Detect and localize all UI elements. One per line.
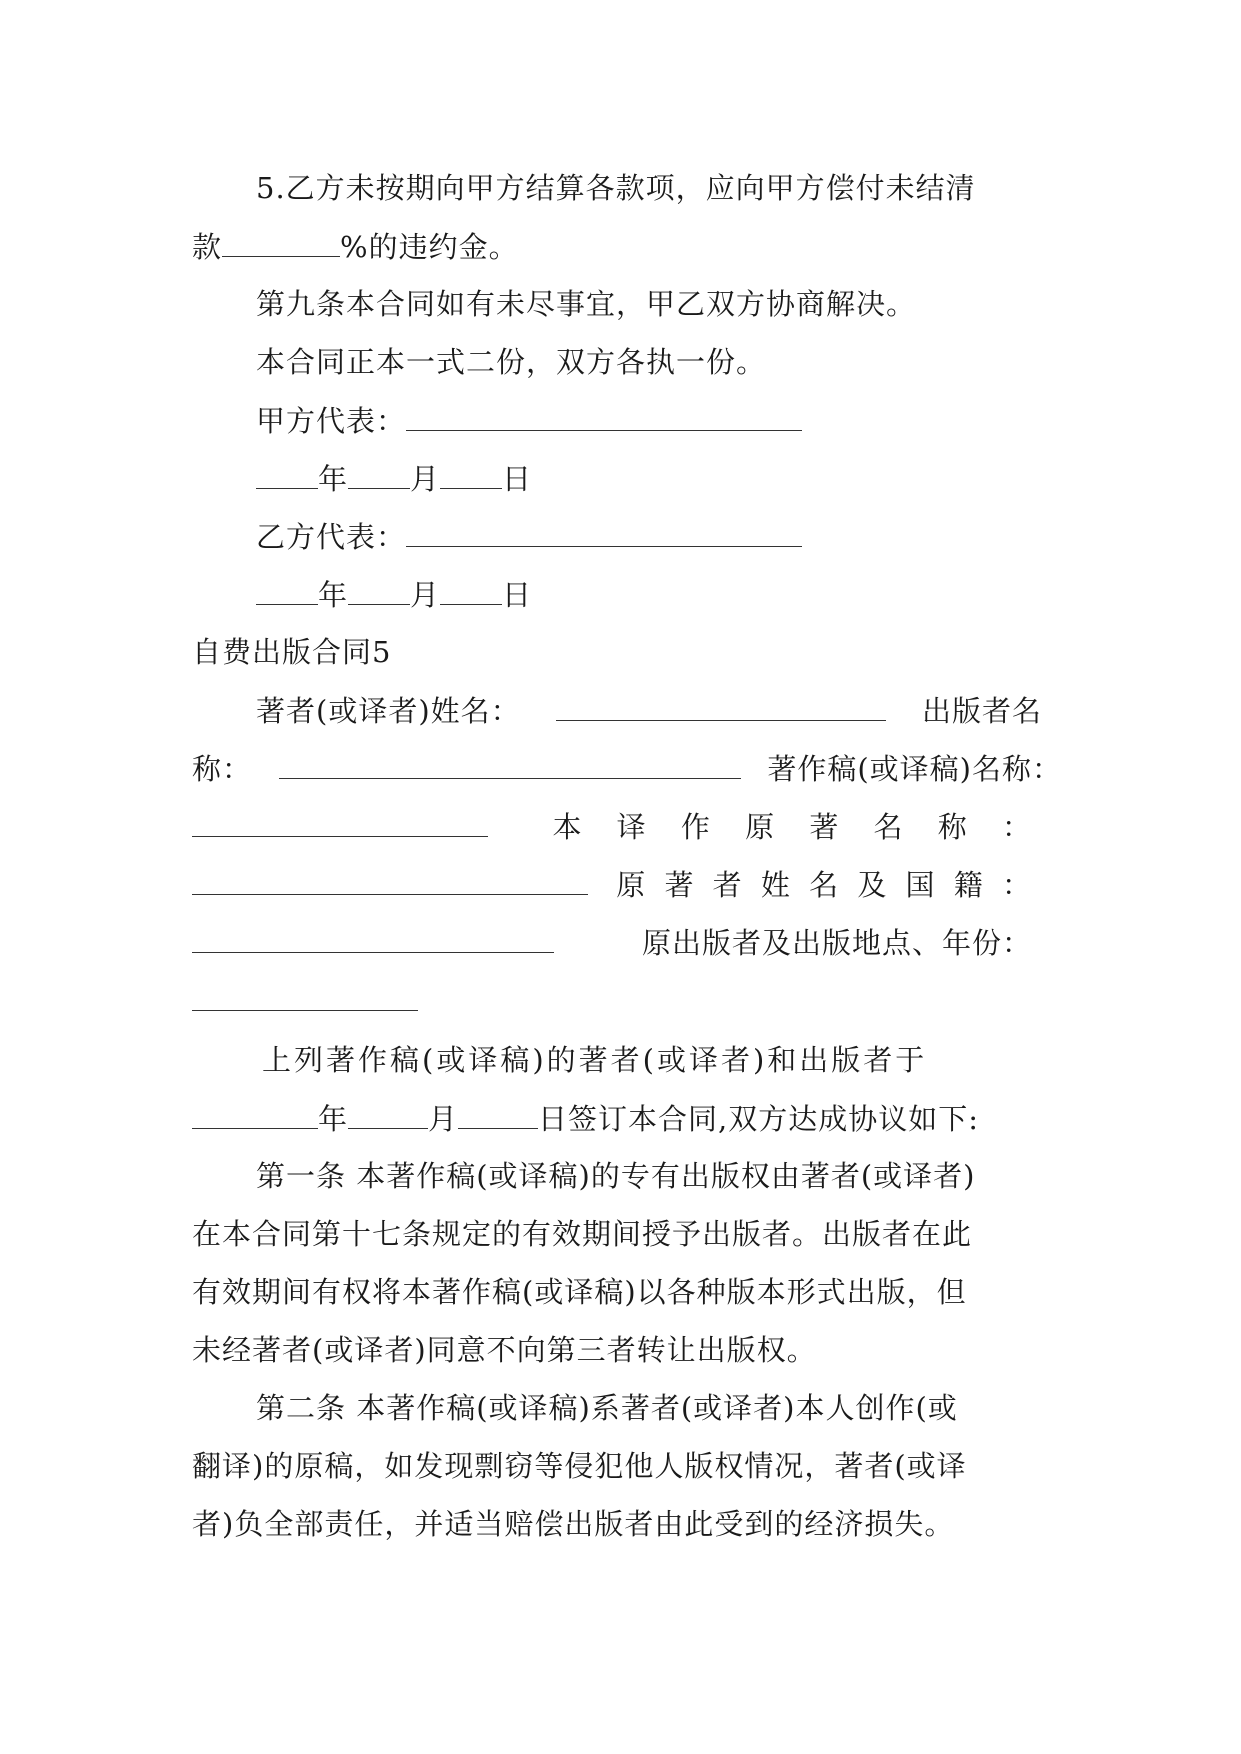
paragraph-line: 5.乙方未按期向甲方结算各款项，应向甲方偿付未结清: [256, 171, 976, 205]
blank-underline: [256, 574, 318, 605]
party-a-signature-line: [256, 400, 1052, 441]
blank-underline: [192, 806, 488, 837]
publisher-label-cont: 称：: [192, 752, 253, 786]
original-publisher-label: 原出版者及出版地点、年份：: [641, 926, 1032, 960]
article-2-line: 者)负全部责任，并适当赔偿出版者由此受到的经济损失。: [192, 1507, 955, 1541]
article-1-line: 未经著者(或译者)同意不向第三者转让出版权。: [192, 1333, 817, 1367]
party-b-label: 乙方代表：: [256, 520, 407, 554]
blank-underline: [192, 864, 588, 895]
party-b-signature-line: [256, 516, 1052, 557]
agreement-year-label: 年: [318, 1102, 349, 1136]
paragraph-line: 本合同正本一式二份，双方各执一份。: [256, 345, 767, 379]
text-fragment: 款: [192, 230, 223, 264]
agreement-day-text: 日签订本合同,双方达成协议如下:: [538, 1102, 980, 1136]
text-fragment: %的违约金。: [340, 230, 519, 264]
article-1-line: 第一条 本著作稿(或译稿)的专有出版权由著者(或译者): [256, 1159, 976, 1193]
date-year-label: 年: [318, 462, 349, 496]
blank-underline: [348, 458, 410, 489]
original-publisher-line: [192, 922, 1032, 963]
paragraph-line: [192, 226, 1052, 267]
date-day-label: 日: [502, 578, 533, 612]
blank-line: [192, 980, 1052, 1021]
agreement-month-label: 月: [428, 1102, 459, 1136]
blank-underline: [256, 458, 318, 489]
date-day-label: 日: [502, 462, 533, 496]
original-author-label: 原 著 者 姓 名 及 国 籍 ：: [616, 868, 1032, 902]
author-label: 著者(或译者)姓名：: [256, 694, 521, 728]
blank-underline: [440, 574, 502, 605]
blank-underline: [348, 1098, 428, 1129]
blank-underline: [192, 980, 418, 1011]
blank-underline: [458, 1098, 538, 1129]
contract-title: 自费出版合同5: [192, 635, 392, 669]
original-name-label: 本 译 作 原 著 名 称 ：: [552, 810, 1032, 844]
blank-underline: [222, 226, 340, 257]
paragraph-line: 第九条本合同如有未尽事宜，甲乙双方协商解决。: [256, 287, 917, 321]
paragraph-line: 上列著作稿(或译稿)的著者(或译者)和出版者于: [262, 1043, 928, 1077]
agreement-date-line: [192, 1098, 1052, 1139]
author-line: [256, 690, 1042, 731]
date-month-label: 月: [410, 462, 441, 496]
blank-underline: [406, 516, 802, 547]
date-month-label: 月: [410, 578, 441, 612]
original-author-line: [192, 864, 1032, 905]
blank-underline: [556, 690, 886, 721]
publisher-label: 出版者名: [921, 694, 1042, 728]
date-year-label: 年: [318, 578, 349, 612]
party-a-label: 甲方代表：: [256, 404, 407, 438]
blank-underline: [279, 748, 741, 779]
publisher-line: [192, 748, 1062, 789]
blank-underline: [440, 458, 502, 489]
blank-underline: [192, 1098, 318, 1129]
date-line: [256, 574, 1052, 615]
date-line: [256, 458, 1052, 499]
article-2-line: 翻译)的原稿，如发现剽窃等侵犯他人版权情况，著者(或译: [192, 1449, 967, 1483]
article-2-line: 第二条 本著作稿(或译稿)系著者(或译者)本人创作(或: [256, 1391, 958, 1425]
blank-underline: [406, 400, 802, 431]
blank-underline: [348, 574, 410, 605]
article-1-line: 在本合同第十七条规定的有效期间授予出版者。出版者在此: [192, 1217, 973, 1251]
work-title-label: 著作稿(或译稿)名称：: [767, 752, 1062, 786]
article-1-line: 有效期间有权将本著作稿(或译稿)以各种版本形式出版，但: [192, 1275, 967, 1309]
blank-underline: [192, 922, 554, 953]
original-name-line: [192, 806, 1032, 847]
